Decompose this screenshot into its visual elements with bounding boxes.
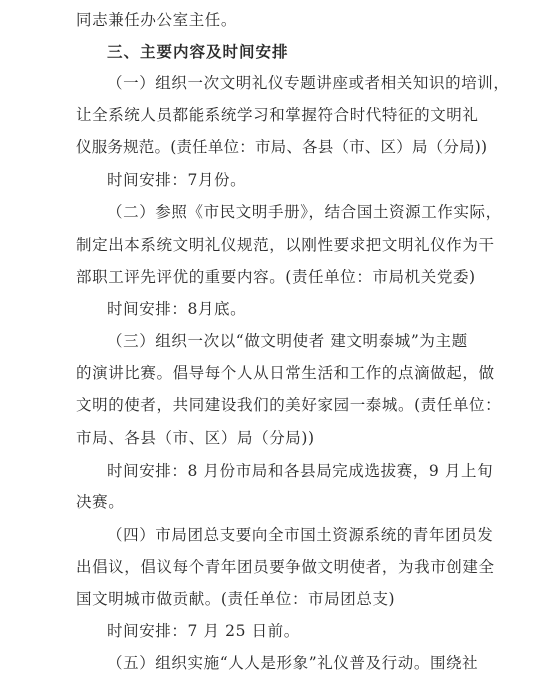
time-arrangement: 时间安排：8月底。 xyxy=(107,300,247,318)
text-line: （四）市局团总支要向全市国土资源系统的青年团员发 xyxy=(107,526,494,544)
text-line: 文明的使者，共同建设我们的美好家园一泰城。(责任单位： xyxy=(76,396,502,414)
text-line: 决赛。 xyxy=(76,493,125,511)
text-line: 制定出本系统文明礼仪规范，以刚性要求把文明礼仪作为干 xyxy=(76,236,495,254)
time-arrangement: 时间安排：8 月份市局和各县局完成选拔赛，9 月上旬 xyxy=(107,462,494,480)
text-line: （二）参照《市民文明手册》，结合国土资源工作实际， xyxy=(107,203,502,221)
text-line: 的演讲比赛。倡导每个人从日常生活和工作的点滴做起，做 xyxy=(76,364,495,382)
text-line: 同志兼任办公室主任。 xyxy=(76,11,238,29)
text-line: 出倡议，倡议每个青年团员要争做文明使者，为我市创建全 xyxy=(76,558,495,576)
section-heading: 三、主要内容及时间安排 xyxy=(107,43,289,61)
text-line: （一）组织一次文明礼仪专题讲座或者相关知识的培训， xyxy=(107,74,510,92)
text-line: 市局、各县（市、区）局（分局)) xyxy=(76,429,315,447)
time-arrangement: 时间安排：7 月 25 日前。 xyxy=(107,622,300,640)
text-line: 部职工评先评优的重要内容。(责任单位：市局机关党委) xyxy=(76,268,476,286)
text-line: （五）组织实施“人人是形象”礼仪普及行动。围绕社 xyxy=(107,654,479,672)
text-line: （三）组织一次以“做文明使者 建文明泰城”为主题 xyxy=(107,332,468,350)
text-line: 国文明城市做贡献。(责任单位：市局团总支) xyxy=(76,590,396,608)
text-line: 仪服务规范。(责任单位：市局、各县（市、区）局（分局)) xyxy=(76,138,488,156)
time-arrangement: 时间安排：7月份。 xyxy=(107,171,247,189)
text-line: 让全系统人员都能系统学习和掌握符合时代特征的文明礼 xyxy=(76,106,479,124)
